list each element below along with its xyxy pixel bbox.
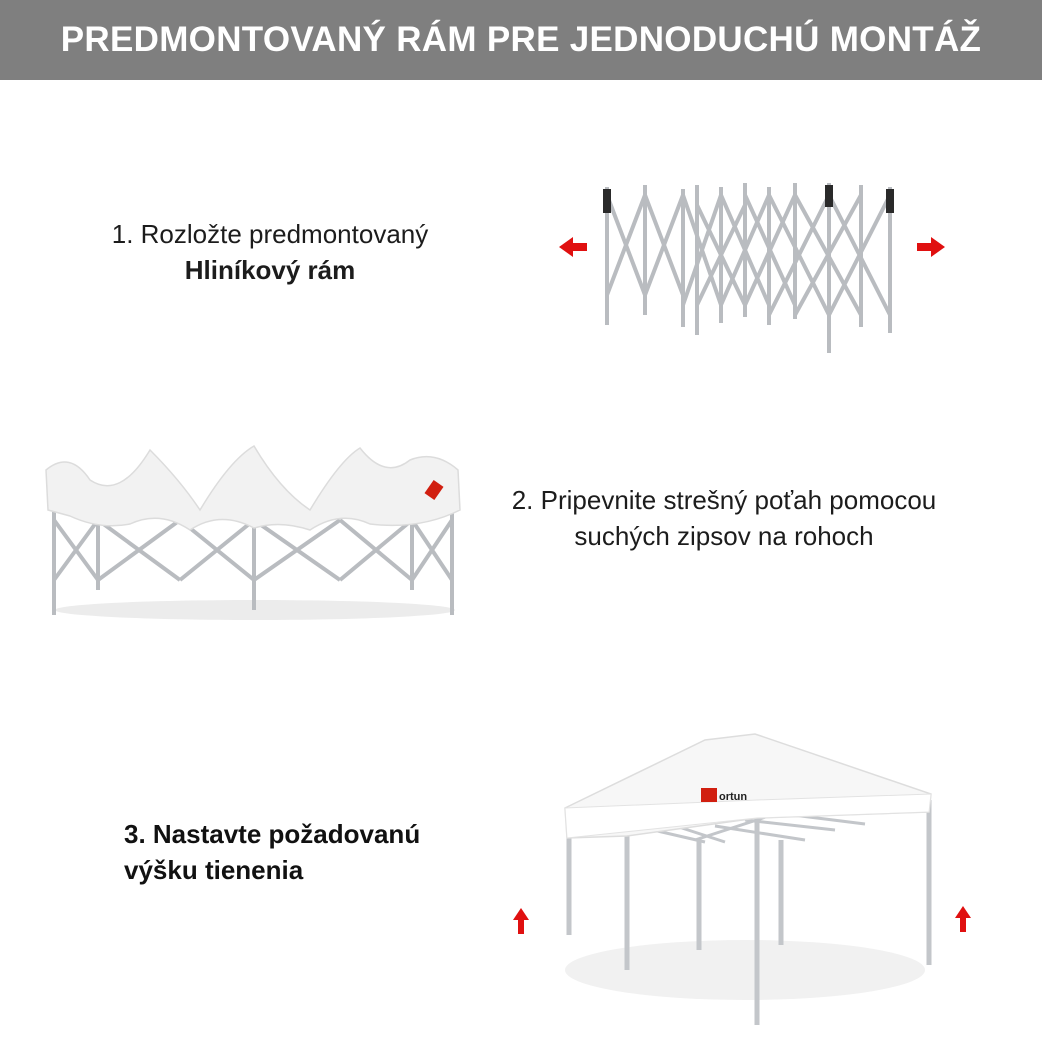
aluminum-frame [607, 183, 890, 353]
arrow-up-icon [955, 906, 971, 932]
step-2-line-2: suchých zipsov na rohoch [574, 521, 874, 551]
brand-logo-text: ortun [719, 791, 748, 803]
page-title: PREDMONTOVANÝ RÁM PRE JEDNODUCHÚ MONTÁŽ [60, 20, 982, 59]
step-3-line-2: výšku tienenia [124, 855, 304, 885]
step-3-text [124, 816, 420, 888]
step-1-text [90, 216, 450, 288]
canopy-attach-illustration [40, 440, 470, 630]
header-banner [0, 0, 1042, 80]
arrow-up-icon [513, 908, 529, 934]
step-2-text [478, 482, 970, 554]
step-2-line-1: 2. Pripevnite strešný poťah pomocou [511, 485, 937, 515]
arrow-right-icon [917, 237, 945, 257]
arrow-left-icon [559, 237, 587, 257]
step-1-line-2: Hliníkový rám [184, 255, 356, 285]
folded-frame-illustration [555, 175, 955, 360]
step-1-line-1: 1. Rozložte predmontovaný [111, 219, 429, 249]
erected-gazebo-illustration [505, 730, 975, 1030]
brand-logo [701, 788, 747, 803]
step-3-line-1: 3. Nastavte požadovanú [124, 819, 421, 849]
loose-canopy [46, 446, 460, 530]
